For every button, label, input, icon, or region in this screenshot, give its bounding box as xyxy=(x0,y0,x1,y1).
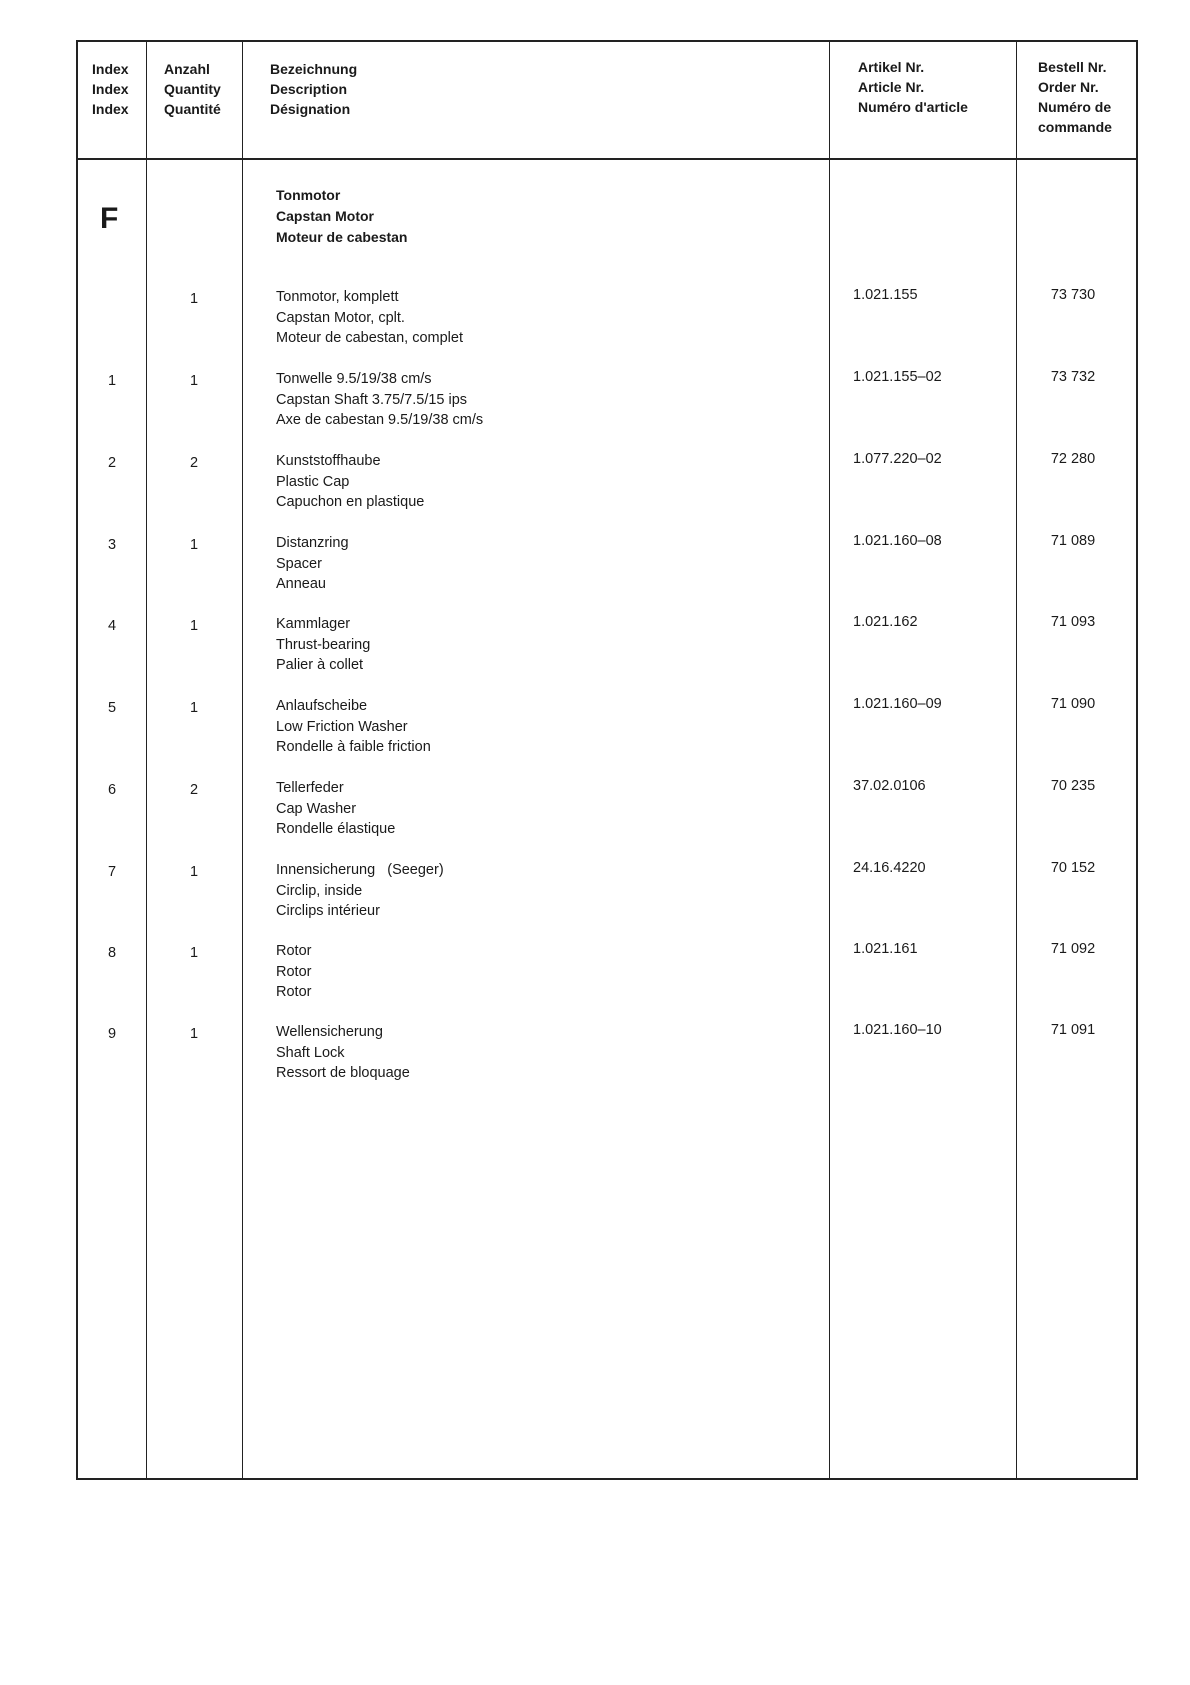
section-title: Tonmotor Capstan Motor Moteur de cabestan xyxy=(276,187,408,245)
table-row xyxy=(78,860,1136,930)
table-row xyxy=(78,696,1136,766)
row-description: Tonwelle 9.5/19/38 cm/s Capstan Shaft 3.75/7.5/15 ips Axe de cabestan 9.5/19/38 cm/s xyxy=(276,371,484,428)
header-quantity: Anzahl Quantity Quantité xyxy=(164,61,221,117)
row-description: Distanzring Spacer Anneau xyxy=(276,535,349,592)
row-article-number: 1.021.160–09 xyxy=(853,696,942,712)
row-index: 2 xyxy=(107,455,117,471)
row-order-number: 70 152 xyxy=(1050,860,1096,876)
row-quantity: 1 xyxy=(189,537,199,553)
row-index: 1 xyxy=(107,373,117,389)
header-index: Index Index Index xyxy=(92,61,129,117)
row-article-number: 1.021.162 xyxy=(853,614,918,630)
row-order-number: 71 093 xyxy=(1050,614,1096,630)
row-article-number: 24.16.4220 xyxy=(853,860,926,876)
row-index: 5 xyxy=(107,700,117,716)
row-article-number: 1.021.160–10 xyxy=(853,1022,942,1038)
row-description: Tellerfeder Cap Washer Rondelle élastique xyxy=(276,780,396,837)
row-description: Wellensicherung Shaft Lock Ressort de bloquage xyxy=(276,1024,410,1081)
row-description: Tonmotor, komplett Capstan Motor, cplt. Moteur de cabestan, complet xyxy=(276,289,463,346)
row-article-number: 1.021.155–02 xyxy=(853,369,942,385)
row-article-number: 1.077.220–02 xyxy=(853,451,942,467)
table-row xyxy=(78,941,1136,1011)
table-row xyxy=(78,287,1136,357)
row-index: 8 xyxy=(107,945,117,961)
row-quantity: 1 xyxy=(189,945,199,961)
row-index: 3 xyxy=(107,537,117,553)
table-row xyxy=(78,451,1136,521)
row-index: 6 xyxy=(107,782,117,798)
section-letter: F xyxy=(100,202,119,235)
row-quantity: 1 xyxy=(189,618,199,634)
table-row xyxy=(78,369,1136,439)
row-quantity: 2 xyxy=(189,455,199,471)
row-order-number: 70 235 xyxy=(1050,778,1096,794)
row-quantity: 1 xyxy=(189,864,199,880)
row-article-number: 1.021.155 xyxy=(853,287,918,303)
table-row xyxy=(78,614,1136,684)
row-article-number: 37.02.0106 xyxy=(853,778,926,794)
row-index: 4 xyxy=(107,618,117,634)
row-order-number: 72 280 xyxy=(1050,451,1096,467)
row-index: 9 xyxy=(107,1026,117,1042)
row-quantity: 2 xyxy=(189,782,199,798)
header-description: Bezeichnung Description Désignation xyxy=(270,61,358,117)
row-quantity: 1 xyxy=(189,700,199,716)
header-order-number: Bestell Nr. Order Nr. Numéro de commande xyxy=(1038,59,1112,135)
row-description: Kunststoffhaube Plastic Cap Capuchon en plastique xyxy=(276,453,425,510)
row-quantity: 1 xyxy=(189,291,199,307)
row-order-number: 71 090 xyxy=(1050,696,1096,712)
row-description: Kammlager Thrust-bearing Palier à collet xyxy=(276,616,371,673)
row-order-number: 71 091 xyxy=(1050,1022,1096,1038)
row-index: 7 xyxy=(107,864,117,880)
row-order-number: 71 089 xyxy=(1050,533,1096,549)
table-row xyxy=(78,1022,1136,1092)
row-description: Innensicherung (Seeger) Circlip, inside Circlips intérieur xyxy=(276,862,444,919)
table-header xyxy=(78,42,1136,160)
row-article-number: 1.021.161 xyxy=(853,941,918,957)
row-order-number: 73 732 xyxy=(1050,369,1096,385)
row-quantity: 1 xyxy=(189,1026,199,1042)
row-description: Anlaufscheibe Low Friction Washer Rondelle à faible friction xyxy=(276,698,431,755)
header-article-number: Artikel Nr. Article Nr. Numéro d'article xyxy=(858,59,968,115)
table-row xyxy=(78,533,1136,603)
parts-list-table xyxy=(76,40,1138,1480)
row-order-number: 73 730 xyxy=(1050,287,1096,303)
row-quantity: 1 xyxy=(189,373,199,389)
row-description: Rotor Rotor Rotor xyxy=(276,943,312,1000)
row-order-number: 71 092 xyxy=(1050,941,1096,957)
table-row xyxy=(78,778,1136,848)
row-article-number: 1.021.160–08 xyxy=(853,533,942,549)
